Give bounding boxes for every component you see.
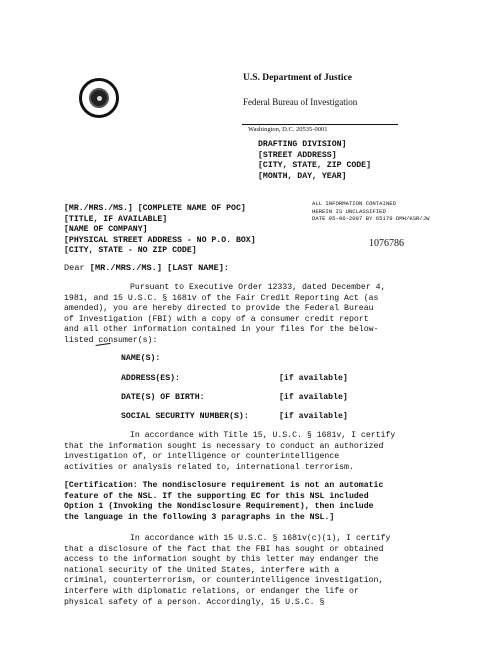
field-value: [if available]: [279, 374, 348, 383]
paragraph-line: amended), you are hereby directed to provide the Federal Bureau: [64, 304, 374, 314]
sender-line: [MONTH, DAY, YEAR]: [258, 171, 347, 181]
sender-line: DRAFTING DIVISION]: [258, 140, 347, 149]
note-line: [Certification: The nondisclosure requirement is not an automatic: [64, 481, 384, 490]
paragraph-line: interfere with diplomatic relations, or endanger the life or: [64, 586, 359, 596]
fbi-seal-logo: [79, 78, 119, 118]
paragraph-line: In accordance with 15 U.S.C. § 1681v(c)(1), I certify: [130, 534, 391, 543]
classification-line: ALL INFORMATION CONTAINED: [312, 200, 396, 207]
paragraph-line: 1981, and 15 U.S.C. § 1681v of the Fair Credit Reporting Act (as: [64, 293, 379, 303]
sender-line: [CITY, STATE, ZIP CODE]: [258, 161, 372, 171]
recipient-line: [NAME OF COMPANY]: [64, 225, 148, 235]
sender-line: [STREET ADDRESS]: [258, 150, 337, 160]
recipient-line: [CITY, STATE - NO ZIP CODE]: [64, 246, 197, 256]
bureau-name: Federal Bureau of Investigation: [243, 97, 358, 107]
field-label: ADDRESS(ES):: [121, 374, 180, 383]
classification-line: HEREIN IS UNCLASSIFIED: [312, 207, 386, 215]
paragraph-line: activities or analysis related to, international terrorism.: [64, 462, 354, 472]
department-name: U.S. Department of Justice: [243, 73, 352, 83]
paragraph-line: listed consumer(s):: [64, 335, 158, 345]
paragraph-line: investigation of, or intelligence or counterintelligence: [64, 452, 340, 462]
field-label: NAME(S):: [121, 354, 161, 363]
paragraph-3: [64, 534, 390, 608]
paragraph-line: that a disclosure of the fact that the FBI has sought or obtained: [64, 544, 384, 554]
note-line: the language in the following 3 paragraphs in the NSL.]: [64, 512, 335, 522]
field-value: [if available]: [279, 393, 348, 402]
paragraph-line: national security of the United States, interfere with a: [64, 565, 340, 575]
paragraph-line: In accordance with Title 15, U.S.C. § 1681v, I certify: [130, 431, 396, 440]
field-label: SOCIAL SECURITY NUMBER(S):: [121, 412, 249, 421]
recipient-line: [TITLE, IF AVAILABLE]: [64, 214, 168, 224]
paragraph-line: of Investigation (FBI) with a copy of a consumer credit report: [64, 314, 369, 324]
recipient-block: [64, 204, 256, 257]
salutation-prefix: Dear: [64, 263, 90, 273]
paragraph-line: that the information sought is necessary to conduct an authorized: [64, 441, 384, 451]
recipient-line: [MR./MRS./MS.] [COMPLETE NAME OF POC]: [64, 204, 246, 213]
paragraph-line: physical safety of a person. Accordingly, 15 U.S.C. §: [64, 597, 325, 607]
field-value: [if available]: [279, 412, 348, 421]
document-number: 1076786: [369, 238, 404, 249]
note-line: feature of the NSL. If the supporting EC for this NSL included: [64, 491, 369, 501]
classification-line: DATE 05-06-2007 BY 65179 DMH/KSR/JW: [312, 215, 430, 223]
salutation-placeholder: [MR./MRS./MS.] [LAST NAME]:: [89, 263, 230, 273]
field-label: DATE(S) OF BIRTH:: [121, 393, 205, 402]
recipient-line: [PHYSICAL STREET ADDRESS - NO P.O. BOX]: [64, 235, 256, 245]
location-line: Washington, D.C. 20535-0001: [248, 126, 328, 133]
paragraph-line: access to the information sought by this letter may endanger the: [64, 555, 379, 565]
note-line: Option 1 (Invoking the Nondisclosure Requirement), then include: [64, 502, 374, 512]
sender-block: [258, 140, 371, 182]
classification-stamp: [312, 200, 430, 223]
paragraph-2: [64, 431, 395, 473]
salutation: [64, 263, 229, 274]
certification-note: [64, 481, 383, 523]
seal-emblem: [89, 88, 109, 108]
paragraph-line: and all other information contained in your files for the below-: [64, 325, 379, 335]
paragraph-line: Pursuant to Executive Order 12333, dated December 4,: [130, 283, 386, 292]
paragraph-line: criminal, counterterrorism, or counterintelligence investigation,: [64, 576, 384, 586]
letterhead-divider: [242, 124, 398, 125]
paragraph-1: [64, 283, 386, 347]
